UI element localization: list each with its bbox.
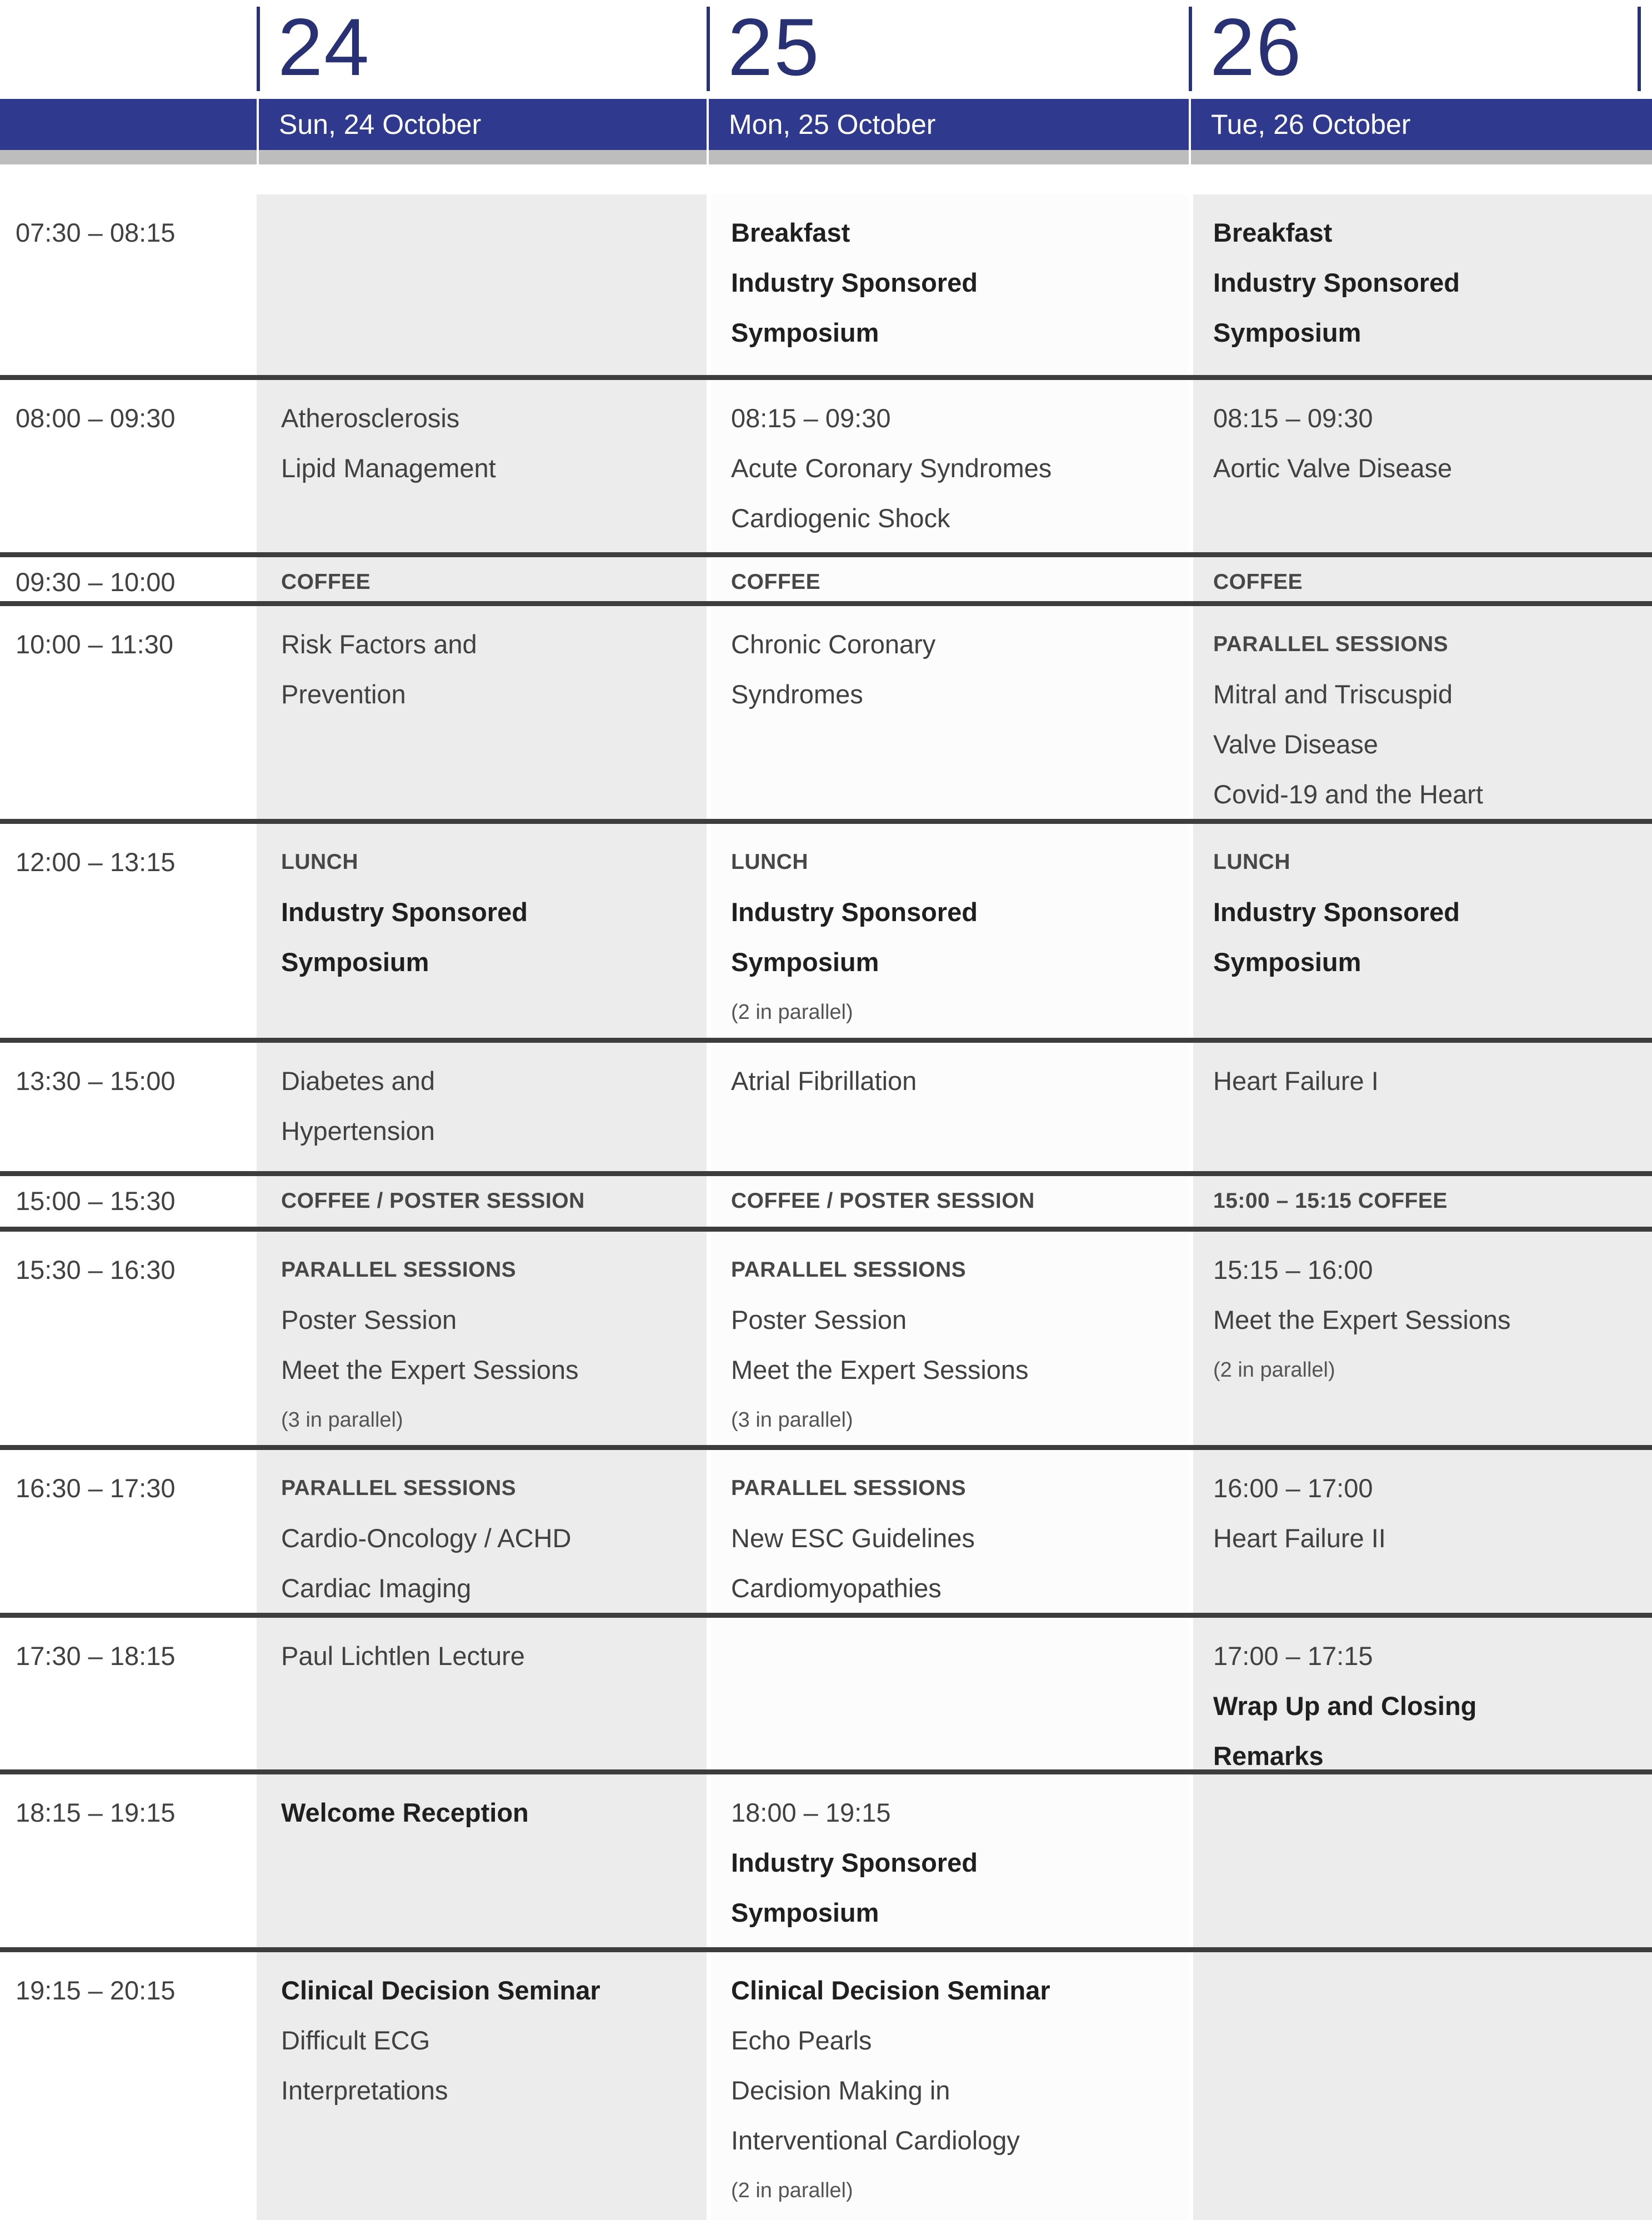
session-cell-sun (257, 380, 707, 552)
session-line: Symposium (1213, 318, 1361, 347)
session-line: Symposium (731, 1898, 879, 1927)
session-line: Industry Sponsored (281, 897, 528, 927)
time-range: 18:15 – 19:15 (16, 1798, 176, 1827)
session-cell-mon (707, 1232, 1189, 1445)
time-range: 13:30 – 15:00 (16, 1066, 176, 1096)
session-cell-tue (1189, 824, 1652, 1038)
session-line: Cardiac Imaging (281, 1573, 472, 1603)
session-line: New ESC Guidelines (731, 1523, 975, 1553)
schedule-row (0, 819, 1652, 1038)
time-cell (0, 606, 257, 819)
time-range: 17:30 – 18:15 (16, 1641, 176, 1671)
session-line: Interpretations (281, 2076, 448, 2105)
session-line: Heart Failure I (1213, 1066, 1379, 1096)
session-line: Lipid Management (281, 453, 496, 483)
session-line: Symposium (281, 947, 429, 977)
schedule-row (0, 1038, 1652, 1171)
session-line: 08:15 – 09:30 (731, 403, 891, 433)
session-cell-mon (707, 1176, 1189, 1227)
session-line: Industry Sponsored (1213, 268, 1460, 297)
session-line: Clinical Decision Seminar (281, 1976, 600, 2005)
session-line: Decision Making in (731, 2076, 950, 2105)
session-line: Mitral and Triscuspid (1213, 679, 1453, 709)
session-cell-mon (707, 1618, 1189, 1769)
session-line: Meet the Expert Sessions (731, 1355, 1029, 1384)
session-cell-sun (257, 824, 707, 1038)
schedule-row (0, 1445, 1652, 1613)
schedule-row (0, 194, 1652, 375)
day-number: 24 (278, 2, 371, 92)
schedule-row (0, 1769, 1652, 1947)
time-range: 08:00 – 09:30 (16, 403, 176, 433)
session-line: Meet the Expert Sessions (1213, 1305, 1511, 1334)
session-line: 16:00 – 17:00 (1213, 1473, 1373, 1503)
session-cell-tue (1189, 1232, 1652, 1445)
session-line: (3 in parallel) (281, 1408, 403, 1432)
session-line: Acute Coronary Syndromes (731, 453, 1052, 483)
time-cell (0, 1176, 257, 1227)
header-gap (0, 164, 1652, 194)
schedule-row (0, 1613, 1652, 1769)
session-line: Industry Sponsored (731, 1848, 978, 1877)
time-cell (0, 194, 257, 375)
session-line: Symposium (731, 947, 879, 977)
session-line: PARALLEL SESSIONS (281, 1476, 517, 1500)
session-cell-sun (257, 1618, 707, 1769)
date-header-spacer (0, 99, 257, 150)
date-header-band (0, 99, 1652, 150)
session-line: Industry Sponsored (731, 897, 978, 927)
session-line: 15:15 – 16:00 (1213, 1255, 1373, 1284)
session-cell-mon (707, 1952, 1189, 2220)
session-line: PARALLEL SESSIONS (731, 1258, 967, 1282)
session-line: Covid-19 and the Heart (1213, 779, 1483, 809)
session-line: Symposium (1213, 947, 1361, 977)
session-cell-mon (707, 1774, 1189, 1947)
session-cell-tue (1189, 557, 1652, 601)
session-line: Breakfast (1213, 218, 1333, 247)
session-line: Poster Session (281, 1305, 457, 1334)
time-cell (0, 557, 257, 601)
time-range: 15:00 – 15:30 (16, 1186, 176, 1216)
session-line: LUNCH (1213, 850, 1290, 874)
session-line: COFFEE (281, 570, 371, 594)
date-label: Tue, 26 October (1211, 109, 1411, 140)
session-cell-sun (257, 1232, 707, 1445)
time-cell (0, 1618, 257, 1769)
day-divider-line (257, 7, 260, 91)
session-line: (2 in parallel) (731, 1001, 853, 1024)
date-header-sun (257, 99, 707, 150)
session-line: Chronic Coronary (731, 629, 936, 659)
session-line: Valve Disease (1213, 729, 1378, 759)
session-line: Risk Factors and (281, 629, 477, 659)
day-number: 25 (728, 2, 820, 92)
session-line: Clinical Decision Seminar (731, 1976, 1050, 2005)
session-line: Atrial Fibrillation (731, 1066, 917, 1096)
session-line: Hypertension (281, 1116, 435, 1146)
session-cell-tue (1189, 1450, 1652, 1613)
time-range: 10:00 – 11:30 (16, 629, 173, 659)
date-label: Mon, 25 October (729, 109, 936, 140)
session-line: Remarks (1213, 1741, 1324, 1769)
time-range: 07:30 – 08:15 (16, 218, 176, 247)
session-cell-tue (1189, 380, 1652, 552)
session-cell-sun (257, 606, 707, 819)
session-cell-mon (707, 194, 1189, 375)
gray-bar-segment (707, 150, 1189, 164)
session-line: Poster Session (731, 1305, 907, 1334)
session-line: (2 in parallel) (731, 2179, 853, 2202)
session-line: Industry Sponsored (731, 268, 978, 297)
schedule-rows (0, 194, 1652, 2220)
time-range: 19:15 – 20:15 (16, 1976, 176, 2005)
session-line: (2 in parallel) (1213, 1358, 1335, 1382)
day-number-sun (257, 0, 707, 99)
session-line: COFFEE (731, 570, 821, 594)
date-header-mon (707, 99, 1189, 150)
time-cell (0, 1043, 257, 1171)
time-cell (0, 824, 257, 1038)
session-line: PARALLEL SESSIONS (731, 1476, 967, 1500)
session-cell-mon (707, 1043, 1189, 1171)
gray-bar-segment (0, 150, 257, 164)
day-divider-line-right (1638, 7, 1641, 91)
daynum-spacer (0, 0, 257, 99)
session-line: 18:00 – 19:15 (731, 1798, 891, 1827)
schedule-row (0, 1227, 1652, 1445)
time-range: 09:30 – 10:00 (16, 567, 176, 597)
session-line: Industry Sponsored (1213, 897, 1460, 927)
session-line: Paul Lichtlen Lecture (281, 1641, 525, 1671)
session-cell-mon (707, 380, 1189, 552)
session-line: LUNCH (731, 850, 808, 874)
day-number-tue (1189, 0, 1652, 99)
session-cell-mon (707, 1450, 1189, 1613)
schedule-row (0, 375, 1652, 552)
time-range: 15:30 – 16:30 (16, 1255, 176, 1284)
schedule-row (0, 1947, 1652, 2220)
session-line: 17:00 – 17:15 (1213, 1641, 1373, 1671)
time-range: 12:00 – 13:15 (16, 847, 176, 877)
session-cell-sun (257, 1450, 707, 1613)
session-line: Welcome Reception (281, 1798, 529, 1827)
session-cell-tue (1189, 1952, 1652, 2220)
time-cell (0, 1774, 257, 1947)
session-line: 15:00 – 15:15 COFFEE (1213, 1189, 1448, 1213)
day-number-strip (0, 0, 1652, 99)
session-line: Heart Failure II (1213, 1523, 1386, 1553)
time-cell (0, 1232, 257, 1445)
day-divider-line (707, 7, 710, 91)
day-number: 26 (1210, 2, 1303, 92)
session-line: COFFEE / POSTER SESSION (281, 1189, 585, 1213)
session-line: Cardiogenic Shock (731, 503, 950, 533)
session-line: COFFEE (1213, 570, 1303, 594)
session-cell-mon (707, 606, 1189, 819)
session-cell-tue (1189, 1774, 1652, 1947)
session-cell-tue (1189, 1176, 1652, 1227)
session-cell-sun (257, 1176, 707, 1227)
session-cell-tue (1189, 1043, 1652, 1171)
session-line: Cardiomyopathies (731, 1573, 942, 1603)
day-divider-line (1189, 7, 1192, 91)
session-cell-sun (257, 1043, 707, 1171)
session-cell-tue (1189, 606, 1652, 819)
session-line: PARALLEL SESSIONS (1213, 632, 1449, 656)
session-line: (3 in parallel) (731, 1408, 853, 1432)
session-cell-tue (1189, 194, 1652, 375)
time-cell (0, 1952, 257, 2220)
session-line: Difficult ECG (281, 2026, 430, 2055)
header-gray-bar (0, 150, 1652, 164)
session-cell-mon (707, 824, 1189, 1038)
schedule-row (0, 601, 1652, 819)
time-cell (0, 380, 257, 552)
session-line: Wrap Up and Closing (1213, 1691, 1477, 1721)
gray-bar-segment (257, 150, 707, 164)
session-line: Echo Pearls (731, 2026, 872, 2055)
time-range: 16:30 – 17:30 (16, 1473, 176, 1503)
session-cell-tue (1189, 1618, 1652, 1769)
schedule-row (0, 552, 1652, 601)
session-cell-sun (257, 557, 707, 601)
session-line: Meet the Expert Sessions (281, 1355, 579, 1384)
session-line: PARALLEL SESSIONS (281, 1258, 517, 1282)
session-line: Symposium (731, 318, 879, 347)
session-cell-sun (257, 194, 707, 375)
date-label: Sun, 24 October (279, 109, 482, 140)
time-cell (0, 1450, 257, 1613)
schedule-row (0, 1171, 1652, 1227)
session-line: Atherosclerosis (281, 403, 460, 433)
session-line: Interventional Cardiology (731, 2126, 1020, 2155)
session-line: Prevention (281, 679, 406, 709)
session-cell-sun (257, 1952, 707, 2220)
session-line: 08:15 – 09:30 (1213, 403, 1373, 433)
date-header-tue (1189, 99, 1652, 150)
session-line: Syndromes (731, 679, 863, 709)
session-cell-mon (707, 557, 1189, 601)
session-line: COFFEE / POSTER SESSION (731, 1189, 1035, 1213)
session-line: Breakfast (731, 218, 850, 247)
gray-bar-segment (1189, 150, 1652, 164)
session-line: Aortic Valve Disease (1213, 453, 1453, 483)
session-cell-sun (257, 1774, 707, 1947)
session-line: Cardio-Oncology / ACHD (281, 1523, 572, 1553)
session-line: LUNCH (281, 850, 358, 874)
day-number-mon (707, 0, 1189, 99)
session-line: Diabetes and (281, 1066, 435, 1096)
